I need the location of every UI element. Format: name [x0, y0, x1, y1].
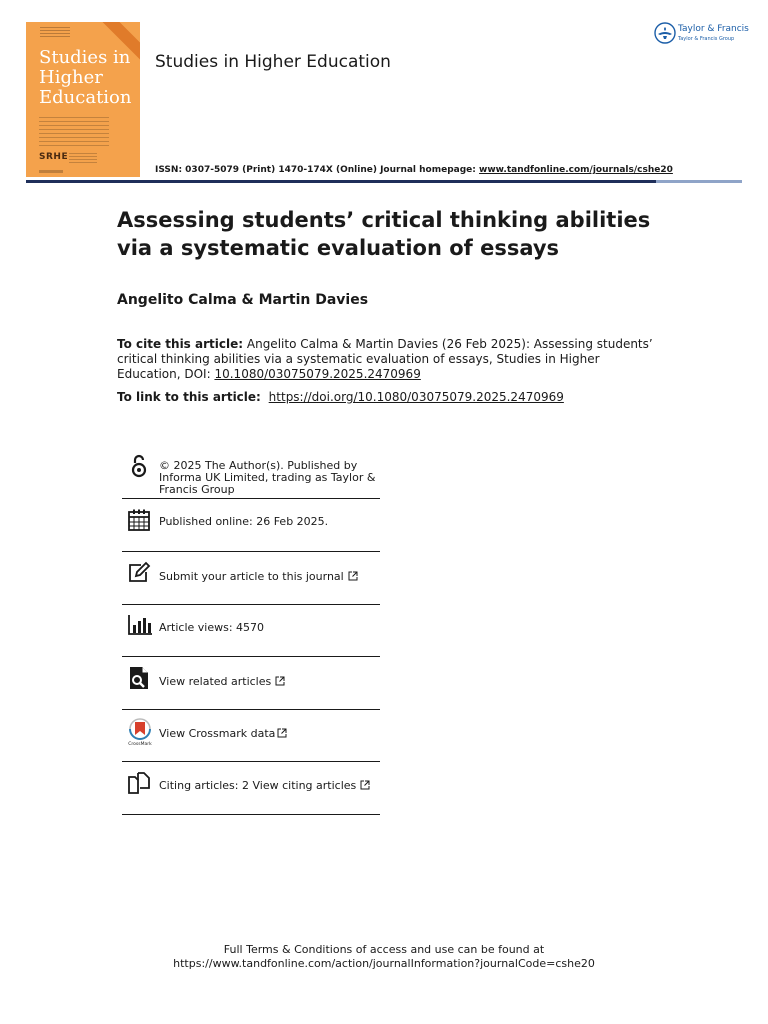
list-item-crossmark[interactable] [122, 710, 380, 762]
open-access-icon [127, 454, 151, 478]
external-link-icon [348, 571, 358, 581]
external-link-icon [277, 728, 287, 738]
list-item-published [122, 499, 380, 552]
issn-text: ISSN: 0307-5079 (Print) 1470-174X (Online) Journal homepage: [155, 165, 476, 175]
cite-text: Angelito Calma & Martin Davies (26 Feb 2025): Assessing students’ critical thinking abilities via a systematic evaluation of essays, Studies in Higher Education, DOI: [117, 337, 653, 381]
crossmark-icon [127, 718, 152, 746]
article-info-list [122, 448, 380, 815]
cover-srhe-tagline [69, 153, 97, 163]
submit-article-label: Submit your article to this journal [159, 570, 344, 583]
issn-line [155, 165, 673, 175]
cover-barcode [39, 170, 63, 173]
terms-url[interactable]: https://www.tandfonline.com/action/journalInformation?journalCode=cshe20 [173, 957, 595, 970]
edit-icon [127, 561, 151, 585]
journal-name: Studies in Higher Education [155, 52, 391, 72]
publisher-subname: Taylor & Francis Group [678, 36, 735, 42]
article-authors: Angelito Calma & Martin Davies [117, 292, 369, 308]
search-document-icon [127, 666, 151, 690]
cover-title: Studies in Higher Education [39, 47, 132, 108]
link-label: To link to this article: [117, 390, 261, 404]
cover-srhe-logo: SRHE [39, 152, 69, 162]
journal-homepage-link[interactable]: www.tandfonline.com/journals/cshe20 [479, 165, 673, 175]
cover-editors-list [39, 117, 109, 147]
citation-block [117, 337, 657, 382]
header-divider [26, 180, 742, 183]
crossmark-label: View Crossmark data [159, 727, 276, 740]
license-text: © 2025 The Author(s). Published by Informa UK Limited, trading as Taylor & Francis Group [159, 459, 376, 496]
submit-article-link[interactable] [159, 571, 381, 583]
related-articles-link[interactable] [159, 676, 381, 688]
calendar-icon [127, 508, 151, 532]
external-link-icon [275, 676, 285, 686]
publisher-name: Taylor & Francis [678, 24, 749, 34]
external-link-icon [360, 780, 370, 790]
citing-articles-icon [127, 771, 151, 795]
cite-label: To cite this article: [117, 337, 244, 351]
published-date-text: Published online: 26 Feb 2025. [159, 515, 329, 528]
article-title: Assessing students’ critical thinking abilities via a systematic evaluation of essays [117, 208, 651, 260]
list-item-license [122, 448, 380, 499]
article-views-text: Article views: 4570 [159, 621, 265, 634]
crossmark-link[interactable] [159, 728, 381, 740]
list-item-related[interactable] [122, 657, 380, 710]
crossmark-caption: CrossMark [128, 742, 152, 746]
cite-doi-link[interactable]: 10.1080/03075079.2025.2470969 [214, 367, 421, 381]
list-item-citing[interactable] [122, 762, 380, 815]
article-doi-link[interactable]: https://doi.org/10.1080/03075079.2025.2470969 [268, 390, 564, 404]
journal-cover-image [26, 22, 140, 177]
cover-issue-info [40, 27, 70, 39]
list-item-views [122, 605, 380, 657]
terms-text: Full Terms & Conditions of access and use can be found at [223, 943, 545, 956]
terms-footer [0, 943, 768, 971]
related-articles-label: View related articles [159, 675, 272, 688]
bar-chart-icon [127, 613, 151, 637]
taylor-francis-logo[interactable] [654, 22, 749, 48]
citing-articles-label: Citing articles: 2 View citing articles [159, 779, 357, 792]
list-item-submit[interactable] [122, 552, 380, 605]
article-link-line [117, 390, 564, 404]
taylor-francis-lamp-icon [654, 22, 676, 44]
citing-articles-link[interactable] [159, 780, 381, 792]
